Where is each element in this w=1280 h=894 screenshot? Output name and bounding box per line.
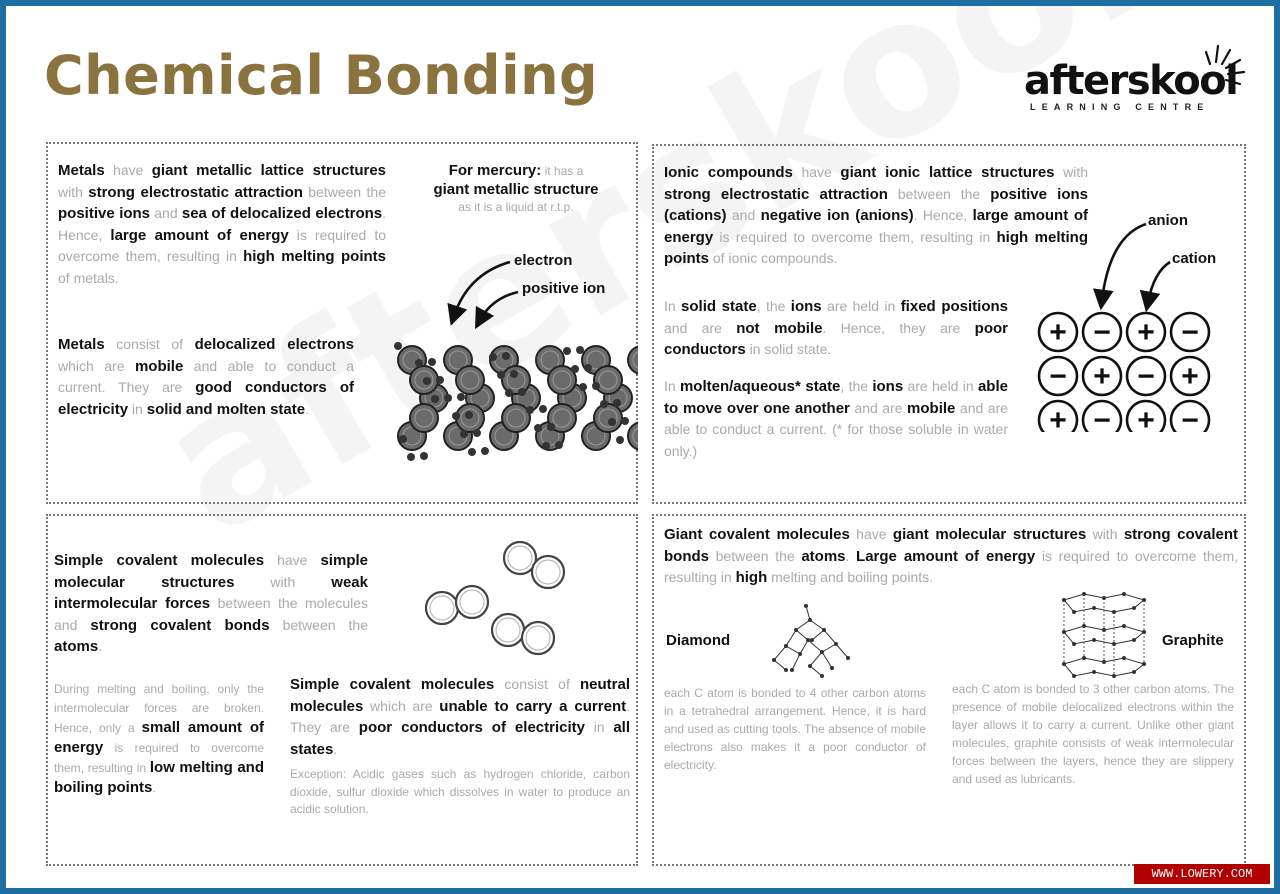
- diamond-description: each C atom is bonded to 4 other carbon atoms in a tetrahedral arrangement. Hence, it is hard and used as cutting tools. The absence of mobile electrons also makes it a poor conductor of electricity.: [664, 686, 926, 772]
- ion-charge: +: [1181, 360, 1199, 393]
- carbon-atom: [1122, 624, 1126, 628]
- electron: [579, 383, 587, 391]
- page-title: Chemical Bonding: [44, 44, 599, 107]
- electron: [457, 393, 465, 401]
- electron: [542, 442, 550, 450]
- positive-ion: [410, 404, 438, 432]
- positive-ion: [456, 366, 484, 394]
- electron: [571, 365, 579, 373]
- ion-charge: −: [1093, 404, 1111, 432]
- positive-ion: [594, 366, 622, 394]
- credit-badge: WWW.LOWERY.COM: [1134, 864, 1270, 884]
- electron: [563, 347, 571, 355]
- carbon-atom: [1072, 674, 1076, 678]
- simple-paragraph-1: Simple covalent molecules have simple molecular structures with weak intermolecular forces between the molecules and strong covalent bonds between the atoms.: [54, 552, 369, 655]
- electron: [444, 394, 452, 402]
- carbon-atom: [1102, 660, 1106, 664]
- exception-note: Exception: Acidic gases such as hydrogen chloride, carbon dioxide, sulfur dioxide which dissolves in water to produce an acidic solution.: [290, 767, 630, 816]
- electron: [407, 453, 415, 461]
- diamond-label: Diamond: [666, 632, 731, 649]
- simple-covalent-panel: [46, 514, 638, 866]
- electron: [608, 418, 616, 426]
- ionic-paragraph-1: Ionic compounds have giant ionic lattice structures with strong electrostatic attraction between the positive ions (cations) and negative ion (anions). Hence, large amount of energy is required to overcome them, resulting in high melting points of ionic compounds.: [664, 164, 1089, 267]
- electron: [468, 448, 476, 456]
- electron: [505, 389, 513, 397]
- electron: [547, 423, 555, 431]
- positive-ion: [594, 404, 622, 432]
- label-cation: cation: [1172, 250, 1217, 267]
- electron: [399, 435, 407, 443]
- carbon-atom: [1122, 592, 1126, 596]
- electron: [436, 376, 444, 384]
- electron: [576, 346, 584, 354]
- metallic-lattice-diagram: [368, 254, 638, 474]
- carbon-atom: [1112, 642, 1116, 646]
- electron: [415, 359, 423, 367]
- electron: [481, 447, 489, 455]
- ion-charge: +: [1093, 360, 1111, 393]
- ion-charge: −: [1181, 316, 1199, 349]
- carbon-atom: [1092, 670, 1096, 674]
- carbon-atom: [1082, 656, 1086, 660]
- giant-paragraph-1: Giant covalent molecules have giant molecular structures with strong covalent bonds between the atoms. Large amount of energy is required to overcome them, resulting in high melting and boiling points.: [664, 526, 1239, 586]
- ionic-lattice-diagram: [1030, 222, 1230, 432]
- ionic-panel: [652, 144, 1246, 504]
- ion-charge: +: [1137, 404, 1155, 432]
- ion-charge: −: [1093, 316, 1111, 349]
- electron: [428, 358, 436, 366]
- electron: [473, 429, 481, 437]
- electron: [539, 405, 547, 413]
- carbon-atom: [1072, 642, 1076, 646]
- ion-charge: −: [1181, 404, 1199, 432]
- carbon-atom: [1072, 610, 1076, 614]
- carbon-atom: [1092, 638, 1096, 642]
- logo: [1018, 42, 1248, 122]
- carbon-atom: [1142, 662, 1146, 666]
- electron: [452, 412, 460, 420]
- carbon-atom: [1132, 670, 1136, 674]
- electron: [621, 417, 629, 425]
- positive-ion: [502, 404, 530, 432]
- carbon-atom: [1062, 598, 1066, 602]
- electron: [431, 395, 439, 403]
- logo-subtitle: LEARNING CENTRE: [1030, 102, 1210, 112]
- electron: [518, 388, 526, 396]
- ion-charge: +: [1049, 404, 1067, 432]
- carbon-atom: [1132, 606, 1136, 610]
- ionic-paragraph-2: In solid state, the ions are held in fixed positions and are not mobile. Hence, they are poor conductors in solid state.: [664, 298, 1009, 358]
- electron: [584, 364, 592, 372]
- electron: [489, 353, 497, 361]
- electron: [497, 371, 505, 379]
- logo-word: afterskool: [1024, 58, 1238, 104]
- positive-ion: [502, 366, 530, 394]
- diamond-structure-diagram: [766, 600, 856, 680]
- label-electron: electron: [514, 252, 573, 269]
- electron: [592, 382, 600, 390]
- electron: [616, 436, 624, 444]
- carbon-atom: [1082, 592, 1086, 596]
- electron: [526, 406, 534, 414]
- simple-paragraph-3: Simple covalent molecules consist of neutral molecules which are unable to carry a current. They are poor conductors of electricity in all states.: [290, 676, 631, 758]
- giant-covalent-panel: [652, 514, 1246, 866]
- simple-paragraph-2: During melting and boiling, only the intermolecular forces are broken. Hence, only a small amount of energy is required to overcome them, resulting in low melting and boiling points.: [54, 682, 264, 796]
- carbon-atom: [1102, 628, 1106, 632]
- electron: [460, 430, 468, 438]
- electron: [465, 411, 473, 419]
- metals-panel: [46, 142, 638, 504]
- electron: [420, 452, 428, 460]
- electron: [510, 370, 518, 378]
- carbon-atom: [1132, 638, 1136, 642]
- electron: [394, 342, 402, 350]
- graphite-label: Graphite: [1162, 632, 1224, 649]
- graphite-structure-diagram: [1054, 588, 1158, 678]
- simple-molecules-diagram: [416, 534, 576, 664]
- ion-charge: −: [1049, 360, 1067, 393]
- mercury-note: For mercury: it has a giant metallic structure as it is a liquid at r.t.p.: [433, 162, 599, 214]
- electron: [555, 441, 563, 449]
- carbon-atom: [1062, 662, 1066, 666]
- ion-charge: +: [1137, 316, 1155, 349]
- carbon-atom: [1082, 624, 1086, 628]
- carbon-atom: [1142, 630, 1146, 634]
- carbon-atom: [1122, 656, 1126, 660]
- electron: [423, 377, 431, 385]
- electron: [600, 400, 608, 408]
- label-positive-ion: positive ion: [522, 280, 606, 297]
- carbon-atom: [1142, 598, 1146, 602]
- electron: [534, 424, 542, 432]
- ion-charge: −: [1137, 360, 1155, 393]
- ionic-paragraph-3: In molten/aqueous* state, the ions are held in able to move over one another and are mobile and are able to conduct a current. (* for those soluble in water only.): [664, 378, 1009, 459]
- graphite-description: each C atom is bonded to 3 other carbon atoms. The presence of mobile delocalized electrons within the layer allows it to carry a current. Unlike other giant molecules, graphite consists of weak intermolecular forces between the layers, hence they are slippery and used as lubricants.: [952, 682, 1234, 786]
- carbon-atom: [1112, 610, 1116, 614]
- ion-charge: +: [1049, 316, 1067, 349]
- metals-paragraph-2: Metals consist of delocalized electrons which are mobile and able to conduct a current. They are good conductors of electricity in solid and molten state.: [58, 336, 354, 418]
- electron: [502, 352, 510, 360]
- carbon-atom: [1092, 606, 1096, 610]
- electron: [613, 399, 621, 407]
- label-anion: anion: [1148, 212, 1188, 229]
- metals-paragraph-1: Metals have giant metallic lattice structures with strong electrostatic attraction between the positive ions and sea of delocalized electrons. Hence, large amount of energy is required to overcome them, resulting in high melting points of metals.: [58, 162, 387, 286]
- carbon-atom: [1102, 596, 1106, 600]
- carbon-atom: [1062, 630, 1066, 634]
- carbon-atom: [1112, 674, 1116, 678]
